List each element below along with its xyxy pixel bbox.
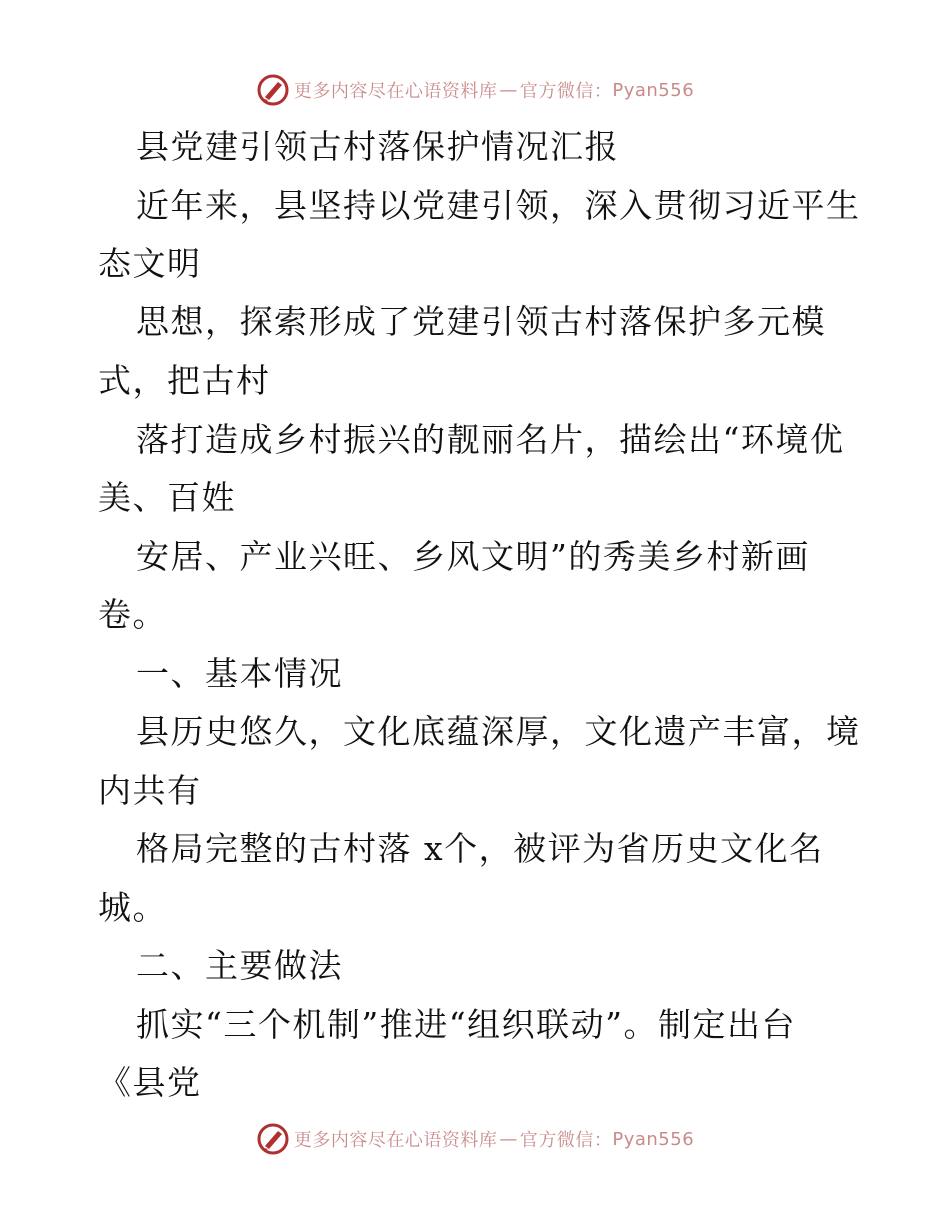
- paragraph-line: 式，把古村: [98, 361, 271, 400]
- paragraph-line: 格局完整的古村落 x个，被评为省历史文化名: [136, 829, 824, 868]
- paragraph-line: 美、百姓: [98, 478, 236, 517]
- watermark-sub-text: 官方微信：: [519, 81, 613, 102]
- watermark-separator: —: [499, 1128, 518, 1150]
- paragraph-line: 态文明: [98, 244, 202, 283]
- paragraph-line: 抓实“三个机制”推进“组织联动”。制定出台: [136, 1005, 796, 1044]
- watermark-main-text: 更多内容尽在心语资料库: [293, 81, 498, 102]
- document-title: 县党建引领古村落保护情况汇报: [136, 127, 619, 166]
- paragraph-line: 县历史悠久，文化底蕴深厚，文化遗产丰富，境: [136, 712, 861, 751]
- watermark-footer: [0, 1119, 950, 1159]
- paragraph-line: 安居、产业兴旺、乡风文明”的秀美乡村新画: [136, 537, 810, 576]
- paragraph-line: 内共有: [98, 771, 202, 810]
- section-heading: 一、基本情况: [136, 654, 343, 693]
- paragraph-line: 城。: [98, 888, 167, 927]
- paragraph-line: 思想，探索形成了党建引领古村落保护多元模: [136, 302, 826, 341]
- watermark-wechat-id: Pyan556: [612, 79, 695, 101]
- watermark-main-text: 更多内容尽在心语资料库: [293, 1130, 498, 1151]
- brush-logo-icon: [256, 73, 290, 107]
- watermark-separator: —: [499, 79, 518, 101]
- watermark-sub-text: 官方微信：: [519, 1130, 613, 1151]
- paragraph-line: 卷。: [98, 595, 167, 634]
- paragraph-line: 近年来，县坚持以党建引领，深入贯彻习近平生: [136, 186, 861, 225]
- paragraph-line: 《县党: [98, 1063, 202, 1102]
- watermark-wechat-id: Pyan556: [612, 1128, 695, 1150]
- brush-logo-icon: [256, 1122, 290, 1156]
- watermark-header: [0, 70, 950, 110]
- section-heading: 二、主要做法: [136, 946, 343, 985]
- paragraph-line: 落打造成乡村振兴的靓丽名片，描绘出“环境优: [136, 420, 845, 459]
